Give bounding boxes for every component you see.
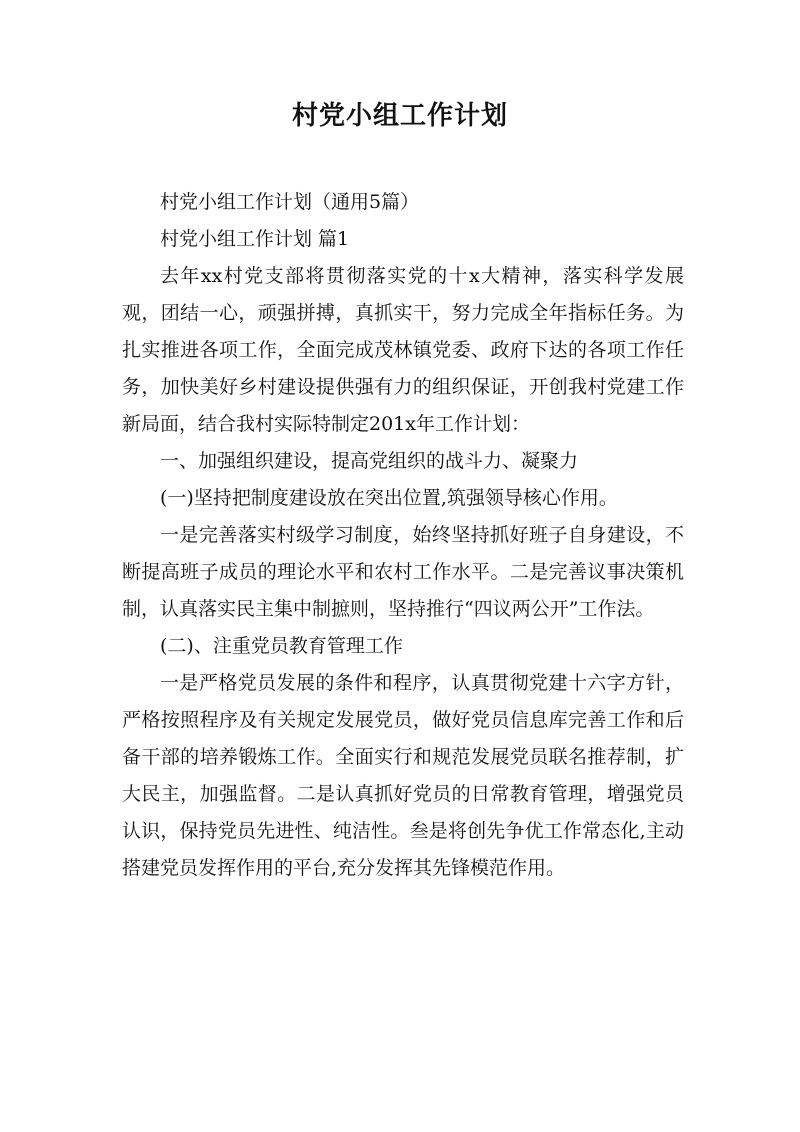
document-title: 村党小组工作计划 xyxy=(291,101,508,131)
section-heading: 一、加强组织建设，提高党组织的战斗力、凝聚力 xyxy=(160,450,579,472)
body-paragraph: 去年xx村党支部将贯彻落实党的十x大精神，落实科学发展观，团结一心，顽强拼搏，真抓实干，努力完成全年指标任务。为扎实推进各项工作，全面完成茂林镇党委、政府下达的各项工作任务，加快美好乡村建设提供强有力的组织保证，开创我村党建工作新局面，结合我村实际特制定201x年工作计划： xyxy=(122,265,684,435)
subsection-heading: (一)坚持把制度建设放在突出位置,筑强领导核心作用。 xyxy=(160,487,618,509)
body-paragraph: 一是完善落实村级学习制度，始终坚持抓好班子自身建设，不断提高班子成员的理论水平和农村工作水平。二是完善议事决策机制，认真落实民主集中制摭则，坚持推行“四议两公开”工作法。 xyxy=(122,524,684,620)
subsection-heading: (二)、注重党员教育管理工作 xyxy=(160,635,403,657)
body-paragraph: 一是严格党员发展的条件和程序，认真贯彻党建十六字方针，严格按照程序及有关规定发展党员，做好党员信息库完善工作和后备干部的培养锻炼工作。全面实行和规范发展党员联名推荐制，扩大民主，加强监督。二是认真抓好党员的日常教育管理，增强党员认识，保持党员先进性、纯洁性。叁是将创先争优工作常态化,主动搭建党员发挥作用的平台,充分发挥其先锋模范作用。 xyxy=(122,672,684,879)
section-heading: 村党小组工作计划 篇1 xyxy=(160,228,350,250)
document-body xyxy=(122,184,684,887)
subtitle-paragraph: 村党小组工作计划（通用5篇） xyxy=(160,191,420,213)
